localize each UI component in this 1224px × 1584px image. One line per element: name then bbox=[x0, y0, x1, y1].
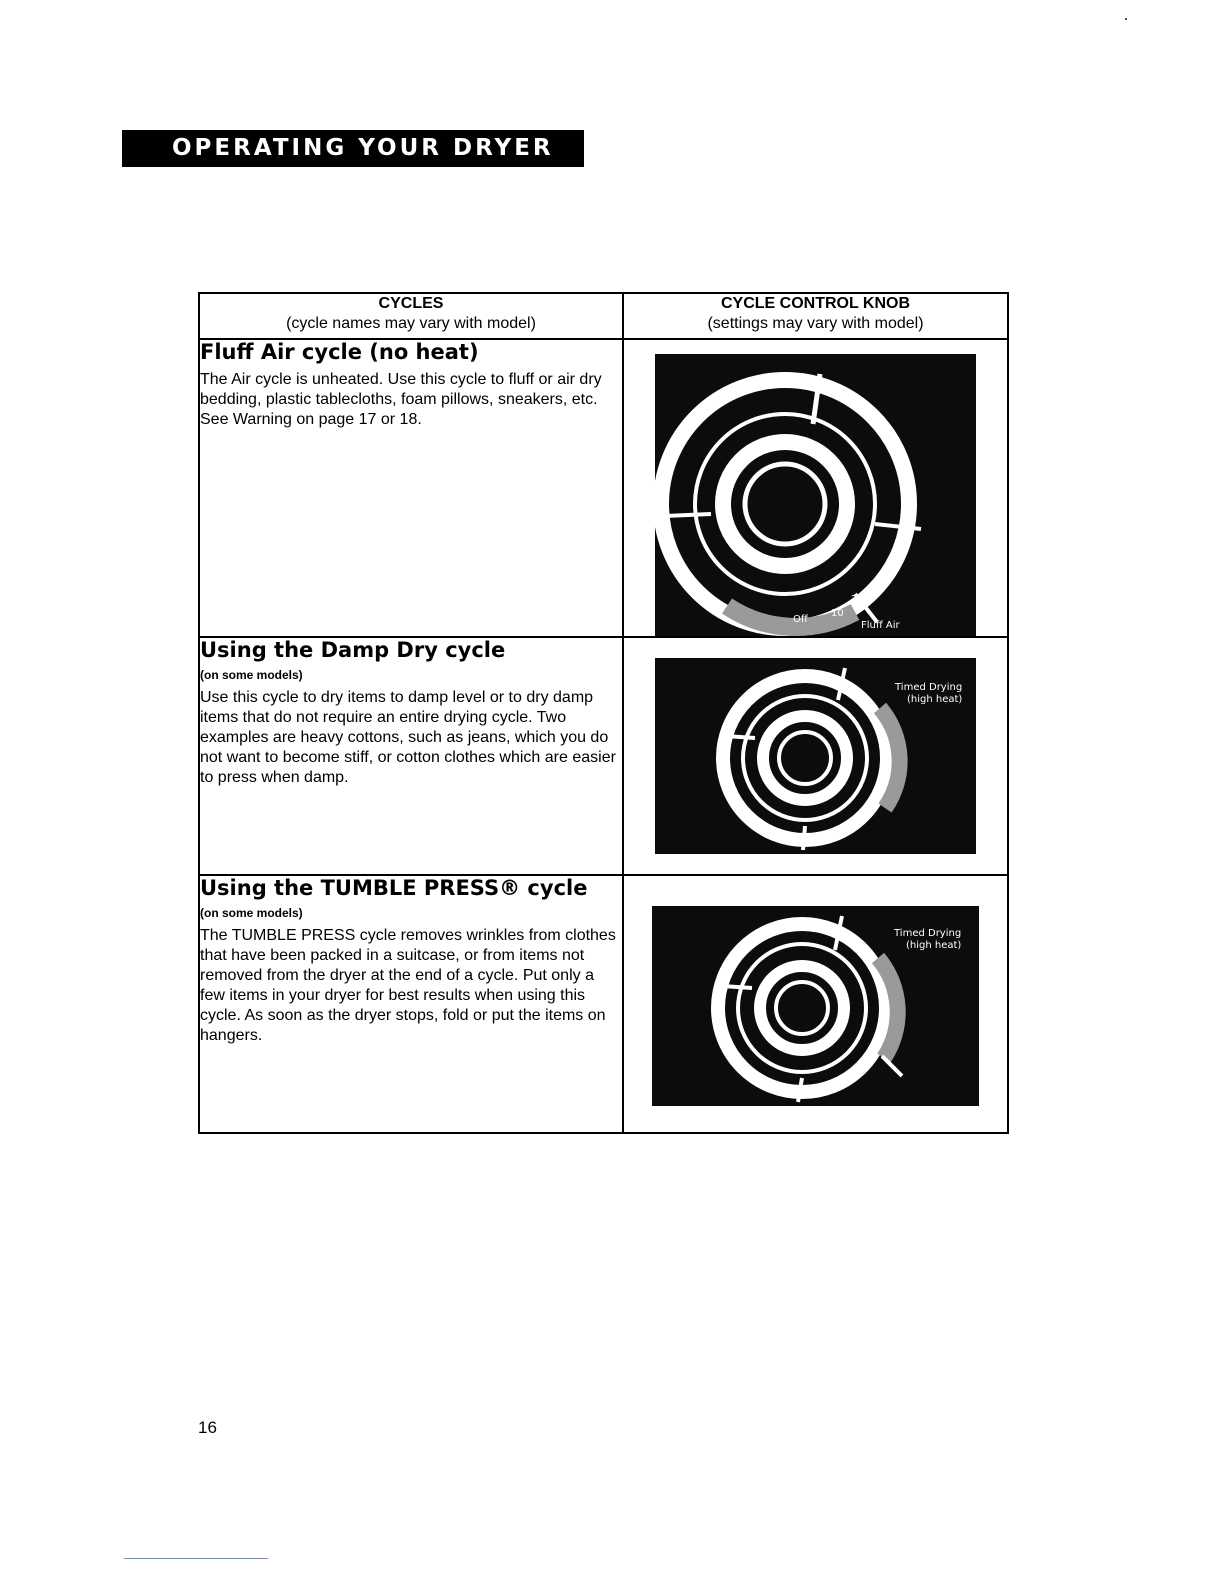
knob-label-line1: Timed Drying bbox=[894, 928, 962, 939]
dial-tick bbox=[722, 986, 752, 988]
dial-mark-off: Off bbox=[793, 614, 808, 625]
dial-tick bbox=[803, 826, 805, 850]
page-number: 16 bbox=[198, 1418, 217, 1437]
cycles-table bbox=[198, 292, 1009, 1134]
knob-image-fluff-air bbox=[655, 354, 976, 636]
knob-label-line2: (high heat) bbox=[907, 694, 963, 705]
knob-label: Fluff Air bbox=[861, 620, 900, 631]
cycle-body: The Air cycle is unheated. Use this cycle to fluff or air dry bedding, plastic tablecloths, foam pillows, sneakers, etc. See Warning on page 17 or 18. bbox=[200, 371, 602, 428]
cycle-body: Use this cycle to dry items to damp level or to dry damp items that do not require an entire drying cycle. Two examples are heavy cottons, such as jeans, which you do not want to become stiff, or cotton clothes which are easier to press when damp. bbox=[200, 689, 616, 786]
knob-illustration-cell bbox=[623, 875, 1008, 1133]
cycle-availability-note: (on some models) bbox=[200, 906, 303, 920]
corner-mark bbox=[1125, 18, 1127, 20]
cycle-body: The TUMBLE PRESS cycle removes wrinkles from clothes that have been packed in a suitcase, or from items not removed from the dryer at the end of a cycle. Put only a few items in your dryer for best results when using this cycle. As soon as the dryer stops, fold or put the items on hangers. bbox=[200, 927, 616, 1044]
knob-image-tumble-press bbox=[652, 906, 979, 1106]
cycles-column-header bbox=[199, 293, 623, 339]
dial-outer-ring bbox=[661, 380, 909, 628]
table-row bbox=[199, 637, 1008, 875]
cycle-availability-note: (on some models) bbox=[200, 668, 303, 682]
cycle-description bbox=[199, 339, 623, 637]
knob-illustration-cell bbox=[623, 637, 1008, 875]
knob-subheading: (settings may vary with model) bbox=[707, 315, 924, 332]
cycle-title: Using the Damp Dry cycle bbox=[200, 638, 506, 662]
knob-ring bbox=[763, 716, 847, 800]
cycle-description bbox=[199, 875, 623, 1133]
cycles-subheading: (cycle names may vary with model) bbox=[286, 315, 536, 332]
knob-column-header bbox=[623, 293, 1008, 339]
dial-tick bbox=[725, 736, 755, 738]
knob-ring bbox=[760, 966, 844, 1050]
cycle-title: Fluff Air cycle (no heat) bbox=[200, 340, 479, 364]
knob-label-line1: Timed Drying bbox=[895, 682, 963, 693]
knob-illustration-cell bbox=[623, 339, 1008, 637]
knob-label-line2: (high heat) bbox=[906, 940, 962, 951]
knob-center bbox=[779, 732, 831, 784]
knob-ring bbox=[723, 442, 847, 566]
dial-mark-10: 10 bbox=[831, 608, 844, 619]
footer-rule bbox=[124, 1558, 268, 1559]
dial-outer-ring bbox=[723, 676, 887, 840]
table-row bbox=[199, 339, 1008, 637]
dial-outer-ring bbox=[718, 924, 886, 1092]
cycles-heading: CYCLES bbox=[378, 295, 444, 312]
cycle-description bbox=[199, 637, 623, 875]
knob-heading: CYCLE CONTROL KNOB bbox=[720, 295, 911, 312]
table-row bbox=[199, 875, 1008, 1133]
knob-image-damp-dry bbox=[655, 658, 976, 854]
dial-mark-20: 20 bbox=[851, 594, 864, 605]
section-header: OPERATING YOUR DRYER bbox=[122, 130, 584, 167]
knob-center bbox=[776, 982, 828, 1034]
cycle-title: Using the TUMBLE PRESS® cycle bbox=[200, 876, 588, 900]
knob-center bbox=[745, 464, 825, 544]
dial-tick bbox=[665, 514, 711, 516]
